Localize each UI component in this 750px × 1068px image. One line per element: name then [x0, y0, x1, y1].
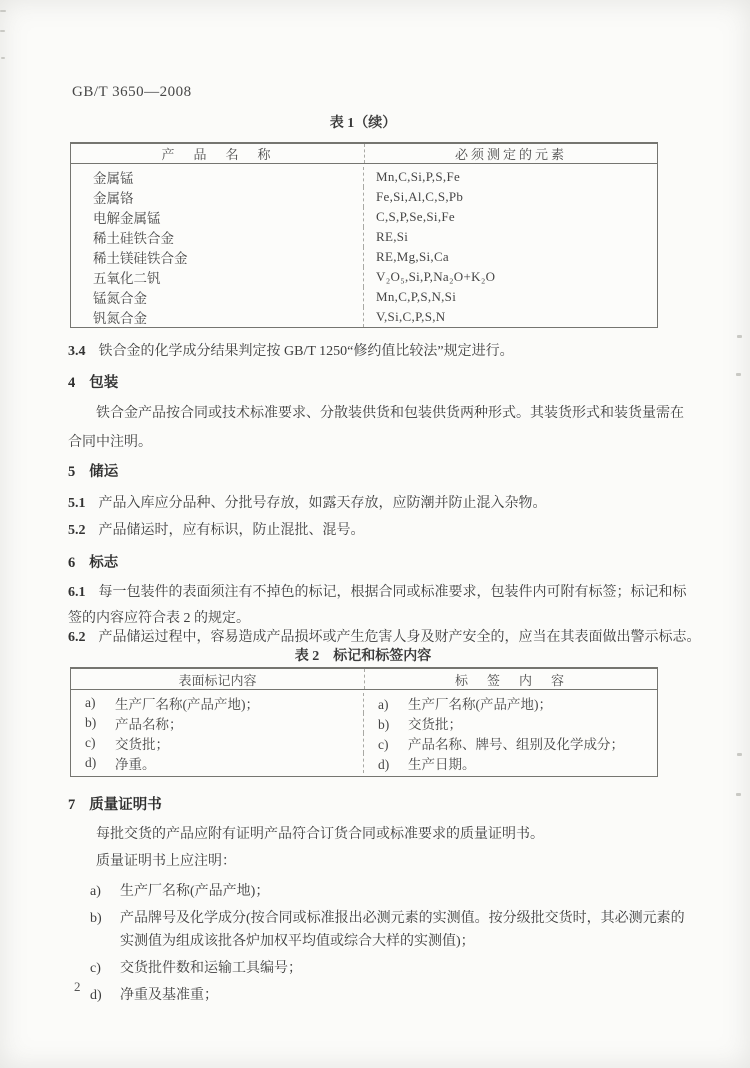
section-7-heading — [68, 793, 162, 814]
list-item — [90, 907, 696, 953]
table1-header-product: 产 品 名 称 — [71, 144, 365, 163]
clause-number: 6.2 — [68, 630, 86, 645]
clause-number: 3.4 — [68, 344, 86, 359]
table2-body — [71, 690, 657, 776]
section-number: 7 — [68, 797, 76, 813]
list-item — [90, 880, 696, 903]
table-row — [71, 693, 657, 713]
item-label: d) — [378, 757, 390, 772]
label-content-cell — [364, 733, 657, 753]
section-4-paragraph: 铁合金产品按合同或技术标准要求、分散装供货和包装供货两种形式。其装货形式和装货量需在合同中注明。 — [68, 406, 684, 450]
scan-speck — [737, 335, 742, 338]
elements-cell: V₂O₅,Si,P,Na₂O+K₂O — [376, 269, 496, 284]
elements-cell: Mn,C,Si,P,S,Fe — [376, 169, 461, 184]
elements-cell: Fe,Si,Al,C,S,Pb — [376, 189, 464, 204]
table1-required-elements — [70, 142, 658, 328]
scan-speck — [736, 793, 741, 796]
section-4-heading — [68, 371, 118, 392]
table1-header-elements: 必须测定的元素 — [454, 147, 567, 162]
scan-speck — [1, 57, 5, 59]
page-number: 2 — [74, 979, 81, 994]
table1-header-row — [71, 144, 657, 164]
section-number: 4 — [68, 375, 76, 391]
clause-text: 铁合金的化学成分结果判定按 GB/T 1250“修约值比较法”规定进行。 — [98, 344, 514, 359]
table-row — [71, 247, 657, 267]
product-name-cell: 稀土镁硅铁合金 — [71, 247, 364, 267]
table-row — [71, 187, 657, 207]
item-label: c) — [378, 737, 389, 752]
section-number: 6 — [68, 555, 76, 571]
product-name-cell: 金属锰 — [71, 167, 364, 187]
item-label: a) — [378, 697, 389, 712]
table-row — [71, 227, 657, 247]
list-item — [90, 957, 696, 980]
surface-mark-cell — [71, 693, 364, 713]
item-label: c) — [90, 961, 101, 976]
item-text: 生产日期。 — [408, 757, 476, 772]
table1-body — [71, 164, 657, 330]
table-row — [71, 713, 657, 733]
section-6-heading — [68, 551, 118, 572]
item-text: 净重及基准重； — [120, 988, 218, 1003]
item-label: b) — [85, 715, 97, 730]
section-5-heading — [68, 460, 118, 481]
label-content-cell — [364, 693, 657, 713]
section-title: 储运 — [89, 464, 119, 480]
table-row — [71, 167, 657, 187]
elements-cell: C,S,P,Se,Si,Fe — [376, 209, 455, 224]
surface-mark-cell — [71, 713, 364, 733]
scan-speck — [0, 10, 6, 12]
item-label: d) — [90, 988, 102, 1003]
item-text: 产品名称； — [115, 717, 183, 732]
scan-speck — [736, 373, 741, 376]
product-name-cell: 稀土硅铁合金 — [71, 227, 364, 247]
section-title: 包装 — [89, 375, 119, 391]
item-label: c) — [85, 735, 96, 750]
elements-cell: RE,Mg,Si,Ca — [376, 249, 450, 264]
clause-text: 每一包装件的表面须注有不掉色的标记，根据合同或标准要求，包装件内可附有标签；标记和标签的内容应符合表 2 的规定。 — [68, 585, 687, 626]
elements-cell: Mn,C,P,S,N,Si — [376, 289, 457, 304]
section-7-paragraph-1: 每批交货的产品应附有证明产品符合订货合同或标准要求的质量证明书。 — [96, 827, 544, 842]
section-7-item-list — [90, 880, 696, 1011]
list-item — [90, 984, 696, 1007]
clause-6-1 — [68, 580, 694, 632]
clause-5-2 — [68, 517, 690, 544]
table-row — [71, 267, 657, 287]
section-7-paragraph-2: 质量证明书上应注明： — [96, 854, 236, 869]
scan-speck — [737, 753, 742, 756]
clause-number: 5.2 — [68, 523, 86, 538]
table2-header-surface: 表面标记内容 — [71, 669, 365, 689]
item-label: b) — [378, 717, 390, 732]
item-text: 产品名称、牌号、组别及化学成分； — [408, 737, 624, 752]
product-name-cell: 锰氮合金 — [71, 287, 364, 307]
item-label: b) — [90, 911, 102, 926]
item-text: 生产厂名称(产品产地)； — [408, 697, 552, 712]
item-label: a) — [85, 695, 96, 710]
product-name-cell: 金属铬 — [71, 187, 364, 207]
clause-5-1 — [68, 490, 690, 517]
item-text: 生产厂名称(产品产地)； — [120, 884, 270, 899]
surface-mark-cell — [71, 753, 364, 773]
table1-caption: 表 1（续） — [329, 116, 397, 131]
table-row — [71, 307, 657, 327]
item-label: d) — [85, 755, 97, 770]
clause-3-4 — [68, 338, 690, 365]
clause-number: 6.1 — [68, 585, 86, 600]
standard-number-header: GB/T 3650—2008 — [72, 84, 192, 100]
label-content-cell — [364, 753, 657, 773]
section-title: 标志 — [89, 555, 119, 571]
item-text: 生产厂名称(产品产地)； — [115, 697, 259, 712]
surface-mark-cell — [71, 733, 364, 753]
product-name-cell: 钒氮合金 — [71, 307, 364, 327]
item-text: 交货批； — [115, 737, 169, 752]
section-title: 质量证明书 — [89, 797, 162, 813]
section-number: 5 — [68, 464, 76, 480]
item-text: 产品牌号及化学成分(按合同或标准报出必测元素的实测值。按分级批交货时，其必测元素的实测值为组成该批各炉加权平均值或综合大样的实测值)； — [120, 911, 685, 949]
clause-text: 产品储运时，应有标识，防止混批、混号。 — [98, 523, 365, 538]
product-name-cell: 五氧化二钒 — [71, 267, 364, 287]
elements-cell: RE,Si — [376, 229, 409, 244]
table2-caption: 表 2 标记和标签内容 — [294, 649, 432, 664]
table2-marking-label-content — [70, 667, 658, 777]
scan-speck — [0, 30, 5, 32]
item-text: 交货批件数和运输工具编号； — [120, 961, 302, 976]
elements-cell: V,Si,C,P,S,N — [376, 309, 446, 324]
clause-number: 5.1 — [68, 496, 86, 511]
item-text: 交货批； — [408, 717, 462, 732]
item-text: 净重。 — [115, 757, 156, 772]
table2-header-row — [71, 669, 657, 690]
table2-header-label: 标 签 内 容 — [454, 672, 567, 688]
label-content-cell — [364, 713, 657, 733]
item-label: a) — [90, 884, 101, 899]
table-row — [71, 733, 657, 753]
table-row — [71, 753, 657, 773]
clause-text: 产品储运过程中，容易造成产品损坏或产生危害人身及财产安全的，应当在其表面做出警示标志。 — [98, 630, 701, 645]
table-row — [71, 207, 657, 227]
table-row — [71, 287, 657, 307]
product-name-cell: 电解金属锰 — [71, 207, 364, 227]
clause-text: 产品入库应分品种、分批号存放，如露天存放，应防潮并防止混入杂物。 — [98, 496, 547, 511]
